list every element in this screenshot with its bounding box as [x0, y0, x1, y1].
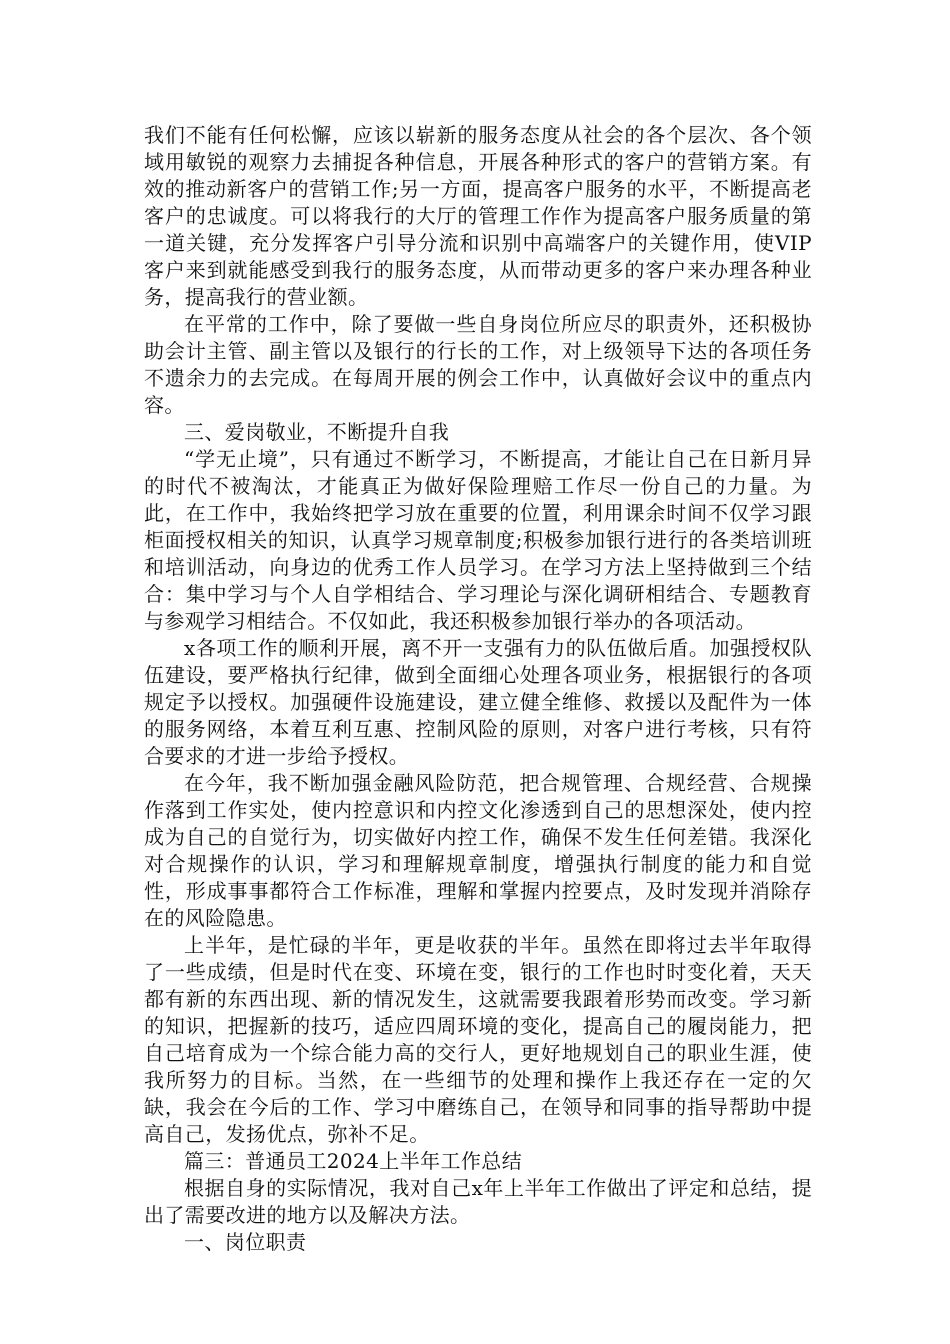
section-heading-3: 三、爱岗敬业，不断提升自我 [184, 420, 450, 444]
paragraph-5: x各项工作的顺利开展，离不开一支强有力的队伍做后盾。加强授权队伍建设，要严格执行纪律，做到全面细心处理各项业务，根据银行的各项规定予以授权。加强硬件设施建设，建立健全维修、救援以及配件为一体的服务网络，本着互利互惠、控制风险的原则，对客户进行考核，只有符合要求的才进一步给予授权。 [144, 636, 812, 768]
document-body [144, 122, 812, 1256]
paragraph-6: 在今年，我不断加强金融风险防范，把合规管理、合规经营、合规操作落到工作实处，使内控意识和内控文化渗透到自己的思想深处，使内控成为自己的自觉行为，切实做好内控工作，确保不发生任何差错。我深化对合规操作的认识，学习和理解规章制度，增强执行制度的能力和自觉性，形成事事都符合工作标准，理解和掌握内控要点，及时发现并消除存在的风险隐患。 [144, 771, 812, 930]
paragraph-7: 上半年，是忙碌的半年，更是收获的半年。虽然在即将过去半年取得了一些成绩，但是时代在变、环境在变，银行的工作也时时变化着，天天都有新的东西出现、新的情况发生，这就需要我跟着形势而改变。学习新的知识，把握新的技巧，适应四周环境的变化，提高自己的履岗能力，把自己培育成为一个综合能力高的交行人，更好地规划自己的职业生涯，使我所努力的目标。当然，在一些细节的处理和操作上我还存在一定的欠缺，我会在今后的工作、学习中磨练自己，在领导和同事的指导帮助中提高自己，发扬优点，弥补不足。 [144, 933, 812, 1146]
paragraph-4: “学无止境”，只有通过不断学习，不断提高，才能让自己在日新月异的时代不被淘汰，才能真正为做好保险理赔工作尽一份自己的力量。为此，在工作中，我始终把学习放在重要的位置，利用课余时间不仅学习跟柜面授权相关的知识，认真学习规章制度;积极参加银行进行的各类培训班和培训活动，向身边的优秀工作人员学习。在学习方法上坚持做到三个结合：集中学习与个人自学相结合、学习理论与深化调研相结合、专题教育与参观学习相结合。不仅如此，我还积极参加银行举办的各项活动。 [144, 447, 812, 633]
chapter-heading: 篇三：普通员工2024上半年工作总结 [184, 1149, 523, 1173]
section-heading-1: 一、岗位职责 [184, 1230, 307, 1254]
paragraph-2: 在平常的工作中，除了要做一些自身岗位所应尽的职责外，还积极协助会计主管、副主管以及银行的行长的工作，对上级领导下达的各项任务不遗余力的去完成。在每周开展的例会工作中，认真做好会议中的重点内容。 [144, 312, 812, 417]
paragraph-9: 根据自身的实际情况，我对自己x年上半年工作做出了评定和总结，提出了需要改进的地方以及解决方法。 [144, 1176, 812, 1227]
paragraph-1: 我们不能有任何松懈，应该以崭新的服务态度从社会的各个层次、各个领域用敏锐的观察力去捕捉各种信息，开展各种形式的客户的营销方案。有效的推动新客户的营销工作;另一方面，提高客户服务的水平，不断提高老客户的忠诚度。可以将我行的大厅的管理工作作为提高客户服务质量的第一道关键，充分发挥客户引导分流和识别中高端客户的关键作用，使VIP客户来到就能感受到我行的服务态度，从而带动更多的客户来办理各种业务，提高我行的营业额。 [144, 123, 812, 309]
